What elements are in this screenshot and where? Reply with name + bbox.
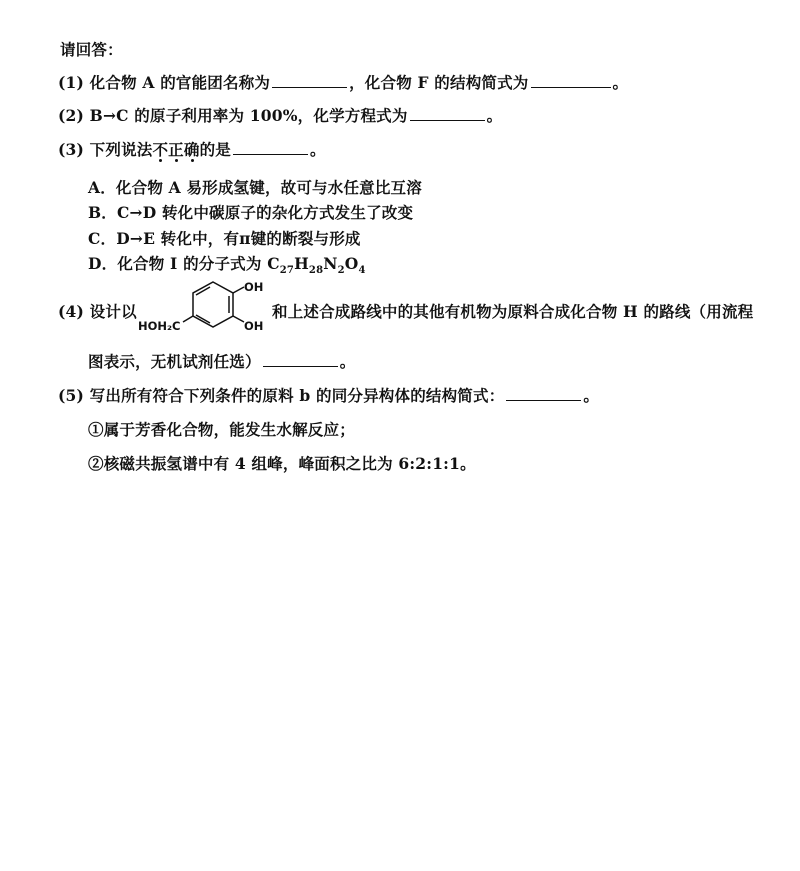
- q3-option-b: B．C→D 转化中碳原子的杂化方式发生了改变: [88, 203, 414, 222]
- q2-text: B→C 的原子利用率为 100%，化学方程式为: [89, 106, 408, 125]
- emphasis-dot: [175, 159, 178, 162]
- question-1: [58, 71, 628, 93]
- q5-text: 写出所有符合下列条件的原料 b 的同分异构体的结构简式：: [89, 386, 505, 405]
- q1-answer-blank-2[interactable]: [531, 72, 611, 88]
- q2-number: (2): [58, 106, 85, 125]
- q1-answer-blank-1[interactable]: [272, 72, 347, 88]
- q3-text-post: 的是: [199, 140, 231, 159]
- intro-text: 请回答：: [60, 40, 123, 59]
- q2-end: 。: [486, 106, 503, 125]
- q3-number: (3): [58, 140, 85, 159]
- molecular-formula: $C_{27}H_{28}N_2O_4$: [267, 254, 366, 277]
- question-5: [58, 384, 599, 406]
- emphasis-dot: [159, 159, 162, 162]
- q3-end: 。: [310, 140, 326, 159]
- q3-emphasis: 不正确: [152, 140, 199, 159]
- q5-condition-1: ①属于芳香化合物，能发生水解反应；: [88, 420, 355, 439]
- emphasis-dot: [191, 159, 194, 162]
- q3-option-a: A．化合物 A 易形成氢键，故可与水任意比互溶: [88, 178, 422, 197]
- question-4-line-2: [88, 350, 355, 372]
- q5-condition-2: ②核磁共振氢谱中有 4 组峰，峰面积之比为 6:2:1:1。: [88, 454, 476, 473]
- ch2oh-label: HOH₂C: [138, 319, 181, 333]
- q5-number: (5): [58, 386, 85, 405]
- q3-text-pre: 下列说法: [89, 140, 153, 159]
- q4-text-b: 和上述合成路线中的其他有机物为原料合成化合物 H 的路线（用流程: [272, 302, 754, 321]
- q2-answer-blank[interactable]: [410, 105, 485, 121]
- question-2: [58, 104, 502, 126]
- q4-end: 。: [339, 352, 356, 371]
- q1-end: 。: [612, 73, 629, 92]
- q4-text-c: 图表示，无机试剂任选）: [88, 352, 261, 371]
- q3-option-d: [88, 252, 366, 276]
- q4-number: (4): [58, 302, 85, 321]
- oh-bottom-label: OH: [244, 319, 264, 333]
- q4-text-a: 设计以: [89, 302, 137, 321]
- q3-answer-blank[interactable]: [233, 139, 308, 155]
- question-4-line-1: [58, 300, 137, 322]
- question-3: [58, 138, 326, 160]
- q3-option-c: C．D→E 转化中，有π键的断裂与形成: [88, 229, 361, 248]
- q1-text-b: ，化合物 F 的结构简式为: [349, 73, 529, 92]
- q4-answer-blank[interactable]: [263, 351, 338, 367]
- q3-option-d-prefix: D．化合物 I 的分子式为: [88, 254, 268, 273]
- catechol-benzyl-alcohol-structure: [138, 278, 270, 338]
- q1-text-a: 化合物 A 的官能团名称为: [89, 73, 271, 92]
- q5-end: 。: [583, 386, 600, 405]
- oh-top-label: OH: [244, 280, 264, 294]
- q1-number: (1): [58, 73, 85, 92]
- q5-answer-blank[interactable]: [506, 385, 581, 401]
